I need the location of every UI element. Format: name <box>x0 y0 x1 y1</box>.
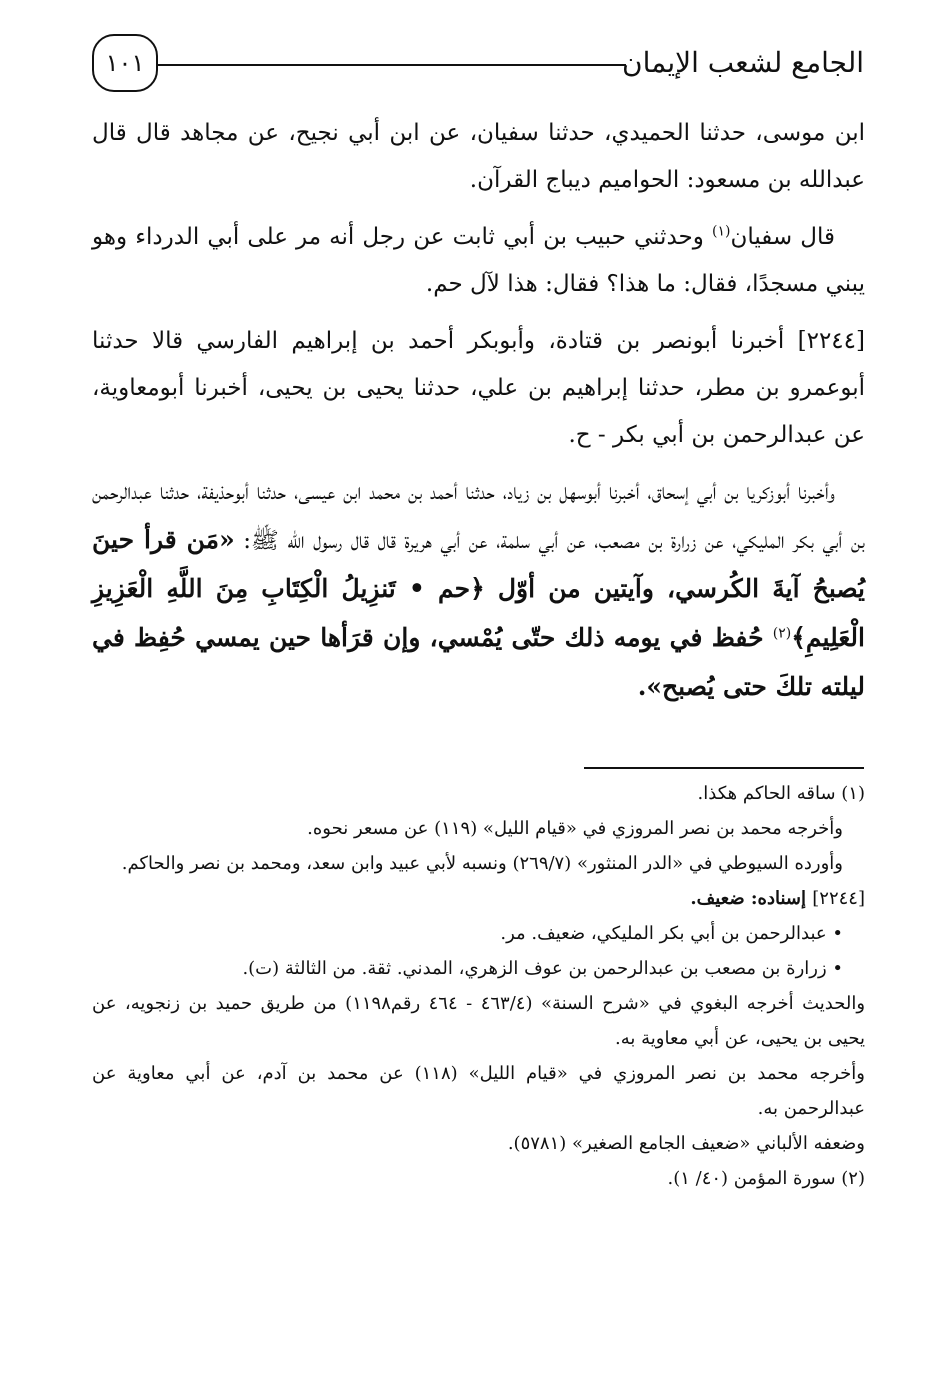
running-title: الجامع لشعب الإيمان <box>622 46 864 79</box>
footnote-2244-label: إسناده: ضعيف. <box>690 888 813 909</box>
header-rule <box>158 64 626 66</box>
hadith-matn-end: حُفظ في يومه ذلك حتّى يُمْسي، وإن قرَأها حين يمسي حُفِظ في ليلته تلكَ حتى يُصبح». <box>92 623 865 701</box>
hadith-matn: «مَن قرأ حينَ يُصبحُ آيةَ الكُرسي، وآيتين من أوّل ﴿حم • تَنزِيلُ الْكِتَابِ مِنَ اللَّهِ الْعَزِيزِ الْعَلِيمِ﴾ <box>92 525 865 652</box>
hadith-2244: [٢٢٤٤] أخبرنا أبونصر بن قتادة، وأبوبكر أحمد بن إبراهيم الفارسي قالا حدثنا أبوعمرو بن مطر، حدثنا إبراهيم بن علي، حدثنا يحيى بن يحيى، أخبرنا أبومعاوية، عن عبدالرحمن بن أبي بكر - ح. <box>92 328 865 448</box>
footnote-2244-ref: [٢٢٤٤] <box>812 888 865 909</box>
footnote-1-line-a: وأخرجه محمد بن نصر المروزي في «قيام الليل» (١١٩) عن مسعر نحوه. <box>307 818 843 839</box>
footnote-2244-line-c: وضعفه الألباني «ضعيف الجامع الصغير» (٥٧٨١). <box>507 1133 865 1154</box>
footnote-ref-1: (١) <box>711 223 731 240</box>
footnote-2: (٢) سورة المؤمن (٤٠/ ١). <box>667 1168 865 1189</box>
isnad-text: وأخبرنا أبوزكريا بن أبي إسحاق، أخبرنا أبوسهل بن زياد، حدثنا أحمد بن محمد ابن عيسى، حدثنا أبوحذيفة، حدثنا عبدالرحمن بن أبي بكر المليكي، عن زرارة بن مصعب، عن أبي سلمة، عن أبي هريرة قال قال رسول الله ﷺ: <box>92 479 865 554</box>
page-number: ١٠١ <box>105 49 145 77</box>
footnote-separator <box>584 767 864 769</box>
paragraph-1: ابن موسى، حدثنا الحميدي، حدثنا سفيان، عن ابن أبي نجيح، عن مجاهد قال قال عبدالله بن مسعود: الحواميم ديباج القرآن. <box>92 120 865 193</box>
footnote-ref-2: (٢) <box>772 625 792 642</box>
paragraph-2-start: قال سفيان <box>730 224 836 250</box>
footnote-1-line-b: وأورده السيوطي في «الدر المنثور» (٢٦٩/٧) ونسبه لأبي عبيد وابن سعد، ومحمد بن نصر والحاكم. <box>121 853 843 874</box>
narrator-note-1: • عبدالرحمن بن أبي بكر المليكي، ضعيف. مر. <box>500 923 843 944</box>
paragraph-4 <box>92 469 865 712</box>
page-header <box>92 34 864 100</box>
footnote-2244-heading <box>92 881 865 916</box>
main-text <box>92 110 865 712</box>
footnote-2244-line-b: وأخرجه محمد بن نصر المروزي في «قيام الليل» (١١٨) عن محمد بن آدم، عن أبي معاوية عن عبدالرحمن به. <box>92 1063 865 1119</box>
paragraph-2 <box>92 214 865 308</box>
page-number-box <box>92 34 158 92</box>
footnote-2244-line-a: والحديث أخرجه البغوي في «شرح السنة» (٤٦٣/٤ - ٤٦٤ رقم١١٩٨) من طريق حميد بن زنجويه، عن يحيى بن يحيى، عن أبي معاوية به. <box>92 993 866 1049</box>
paragraph-2-end: وحدثني حبيب بن أبي ثابت عن رجل أنه مر على أبي الدرداء وهو يبني مسجدًا، فقال: ما هذا؟ فقال: هذا لآل حم. <box>92 224 865 297</box>
footnotes <box>92 776 865 1196</box>
footnote-1: (١) ساقه الحاكم هكذا. <box>697 783 865 804</box>
narrator-note-2: • زرارة بن مصعب بن عبدالرحمن بن عوف الزهري، المدني. ثقة. من الثالثة (ت). <box>242 958 843 979</box>
